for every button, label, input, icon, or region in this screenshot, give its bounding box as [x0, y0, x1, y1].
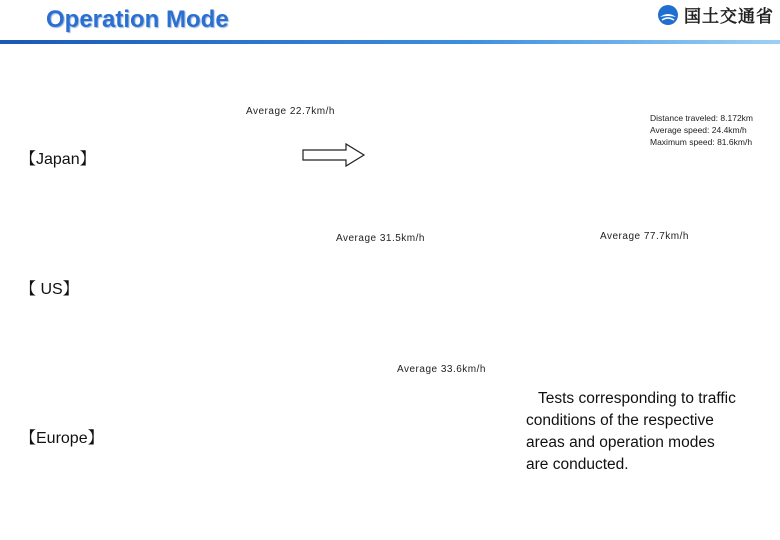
ministry-emblem-icon — [656, 3, 680, 27]
europe-average-speed: Average 33.6km/h — [397, 364, 486, 375]
arrow-right-icon — [302, 142, 366, 168]
ministry-logo — [656, 2, 774, 27]
us-average-speed-right: Average 77.7km/h — [600, 231, 689, 242]
japan-distance: Distance traveled: 8.172km — [650, 113, 753, 123]
region-label-japan: 【Japan】 — [20, 151, 96, 168]
japan-max-speed: Maximum speed: 81.6km/h — [650, 137, 753, 147]
japan-average-speed: Average 22.7km/h — [246, 106, 335, 117]
description-note: Tests corresponding to traffic conditions of the respective areas and operation modes are conducted. — [526, 390, 736, 473]
region-label-us: 【 US】 — [20, 281, 79, 298]
page-title: Operation Mode — [46, 6, 229, 33]
japan-stats — [650, 112, 753, 148]
us-average-speed-left: Average 31.5km/h — [336, 233, 425, 244]
header-divider — [0, 40, 780, 44]
ministry-name: 国土交通省 — [684, 7, 774, 27]
region-label-europe: 【Europe】 — [20, 430, 104, 447]
japan-avg-speed: Average speed: 24.4km/h — [650, 125, 747, 135]
